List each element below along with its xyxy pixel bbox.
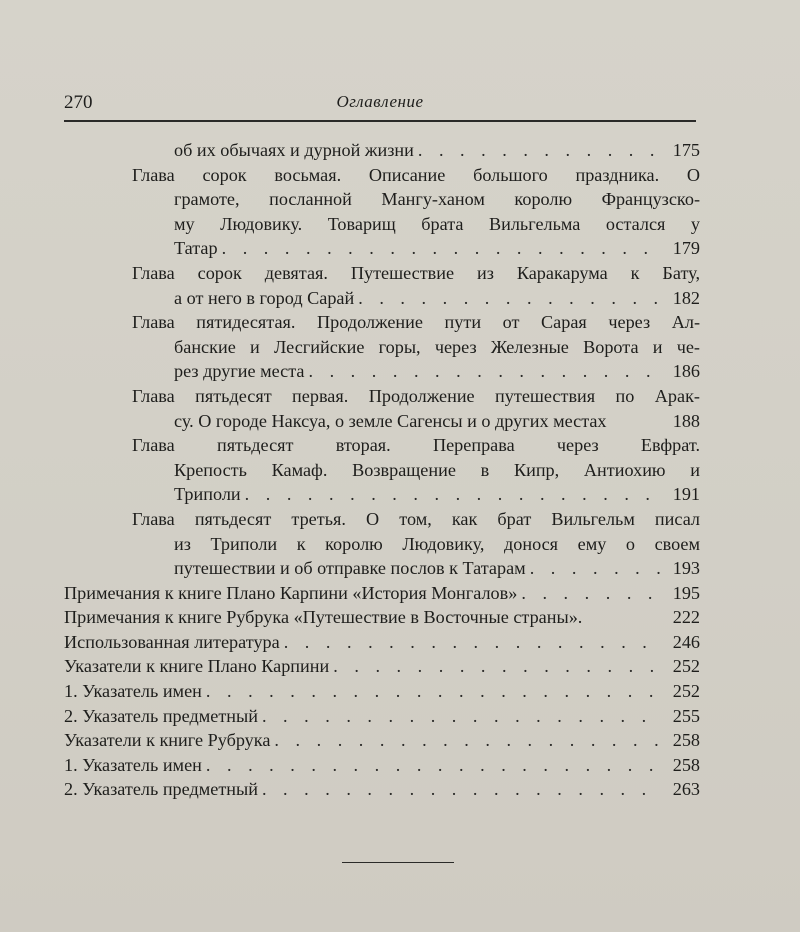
table-of-contents [64,138,700,802]
toc-line [64,286,700,311]
toc-page-number: 258 [672,754,700,775]
toc-line [64,359,700,384]
toc-line [64,433,700,458]
toc-entry-text: Глава сорок девятая. Путешествие из Каракарума к Бату, [132,262,700,283]
toc-page-number: 186 [672,361,700,382]
dot-leader [418,138,662,163]
dot-leader [521,581,662,606]
dot-leader [222,236,662,261]
toc-line [64,212,700,237]
toc-line [64,728,700,753]
toc-line [64,630,700,655]
toc-line [64,335,700,360]
dot-leader [274,728,662,753]
toc-line [64,409,700,434]
toc-entry-text: грамоте, посланной Мангу-ханом королю Французско- [174,189,700,210]
toc-line [64,581,700,606]
toc-line [64,777,700,802]
toc-entry-text: 2. Указатель предметный [64,705,258,726]
toc-entry-text: Примечания к книге Рубрука «Путешествие в Восточные страны». [64,607,583,628]
toc-line [64,236,700,261]
toc-line [64,458,700,483]
toc-line [64,556,700,581]
toc-line [64,605,700,630]
toc-line [64,310,700,335]
toc-line [64,261,700,286]
toc-line [64,679,700,704]
dot-leader [308,359,662,384]
toc-line [64,384,700,409]
dot-leader [284,630,662,655]
dot-leader [206,753,662,778]
dot-leader [262,777,662,802]
toc-entry-text: Использованная литература [64,631,280,652]
toc-page-number: 191 [672,484,700,505]
end-rule [342,862,454,863]
toc-entry-text: 2. Указатель предметный [64,779,258,800]
dot-leader [358,286,662,311]
toc-page-number: 222 [672,607,700,628]
toc-entry-text: Триполи [174,484,241,505]
toc-entry-text: Глава пятьдесят первая. Продолжение путешествия по Арак- [132,385,700,406]
toc-line [64,163,700,188]
toc-page-number: 252 [672,681,700,702]
toc-page-number: 246 [672,631,700,652]
toc-entry-text: Указатели к книге Рубрука [64,730,271,751]
toc-page-number: 252 [672,656,700,677]
toc-entry-text: рез другие места [174,361,305,382]
toc-page-number: 188 [672,410,700,431]
toc-page-number: 263 [672,779,700,800]
toc-entry-text: су. О городе Наксуа, о земле Сагенсы и о других местах [174,410,607,431]
toc-entry-text: путешествии и об отправке послов к Татарам [174,558,526,579]
dot-leader [262,704,662,729]
toc-entry-text: 1. Указатель имен [64,754,202,775]
running-title: Оглавление [336,92,424,111]
toc-page-number: 182 [672,287,700,308]
toc-entry-text: Глава пятьдесят вторая. Переправа через Евфрат. [132,435,700,456]
toc-page-number: 193 [672,558,700,579]
toc-entry-text: Глава пятьдесят третья. О том, как брат Вильгельм писал [132,508,700,529]
toc-line [64,704,700,729]
toc-page-number: 175 [672,140,700,160]
toc-page-number: 195 [672,582,700,603]
toc-line [64,532,700,557]
toc-entry-text: банские и Лесгийские горы, через Железные Ворота и че- [174,336,700,357]
page-header [64,88,696,118]
page-number: 270 [64,92,93,113]
toc-entry-text: 1. Указатель имен [64,681,202,702]
toc-page-number: 179 [672,238,700,259]
dot-leader [333,654,662,679]
toc-entry-text: Примечания к книге Плано Карпини «История Монгалов» [64,582,518,603]
toc-line [64,187,700,212]
dot-leader [530,556,662,581]
toc-line [64,507,700,532]
toc-page-number: 255 [672,705,700,726]
toc-entry-text: Татар [174,238,218,259]
toc-line [64,138,700,163]
toc-line [64,482,700,507]
toc-line [64,654,700,679]
dot-leader [206,679,662,704]
toc-entry-text: об их обычаях и дурной жизни [174,140,414,160]
toc-line [64,753,700,778]
toc-entry-text: Крепость Камаф. Возвращение в Кипр, Антиохию и [174,459,700,480]
header-rule [64,120,696,122]
toc-entry-text: а от него в город Сарай [174,287,355,308]
dot-leader [245,482,662,507]
toc-entry-text: Глава сорок восьмая. Описание большого праздника. О [132,164,700,185]
toc-entry-text: Указатели к книге Плано Карпини [64,656,330,677]
toc-entry-text: Глава пятидесятая. Продолжение пути от Сарая через Ал- [132,312,700,333]
toc-entry-text: из Триполи к королю Людовику, донося ему о своем [174,533,700,554]
toc-entry-text: му Людовику. Товарищ брата Вильгельма остался у [174,213,700,234]
toc-page-number: 258 [672,730,700,751]
